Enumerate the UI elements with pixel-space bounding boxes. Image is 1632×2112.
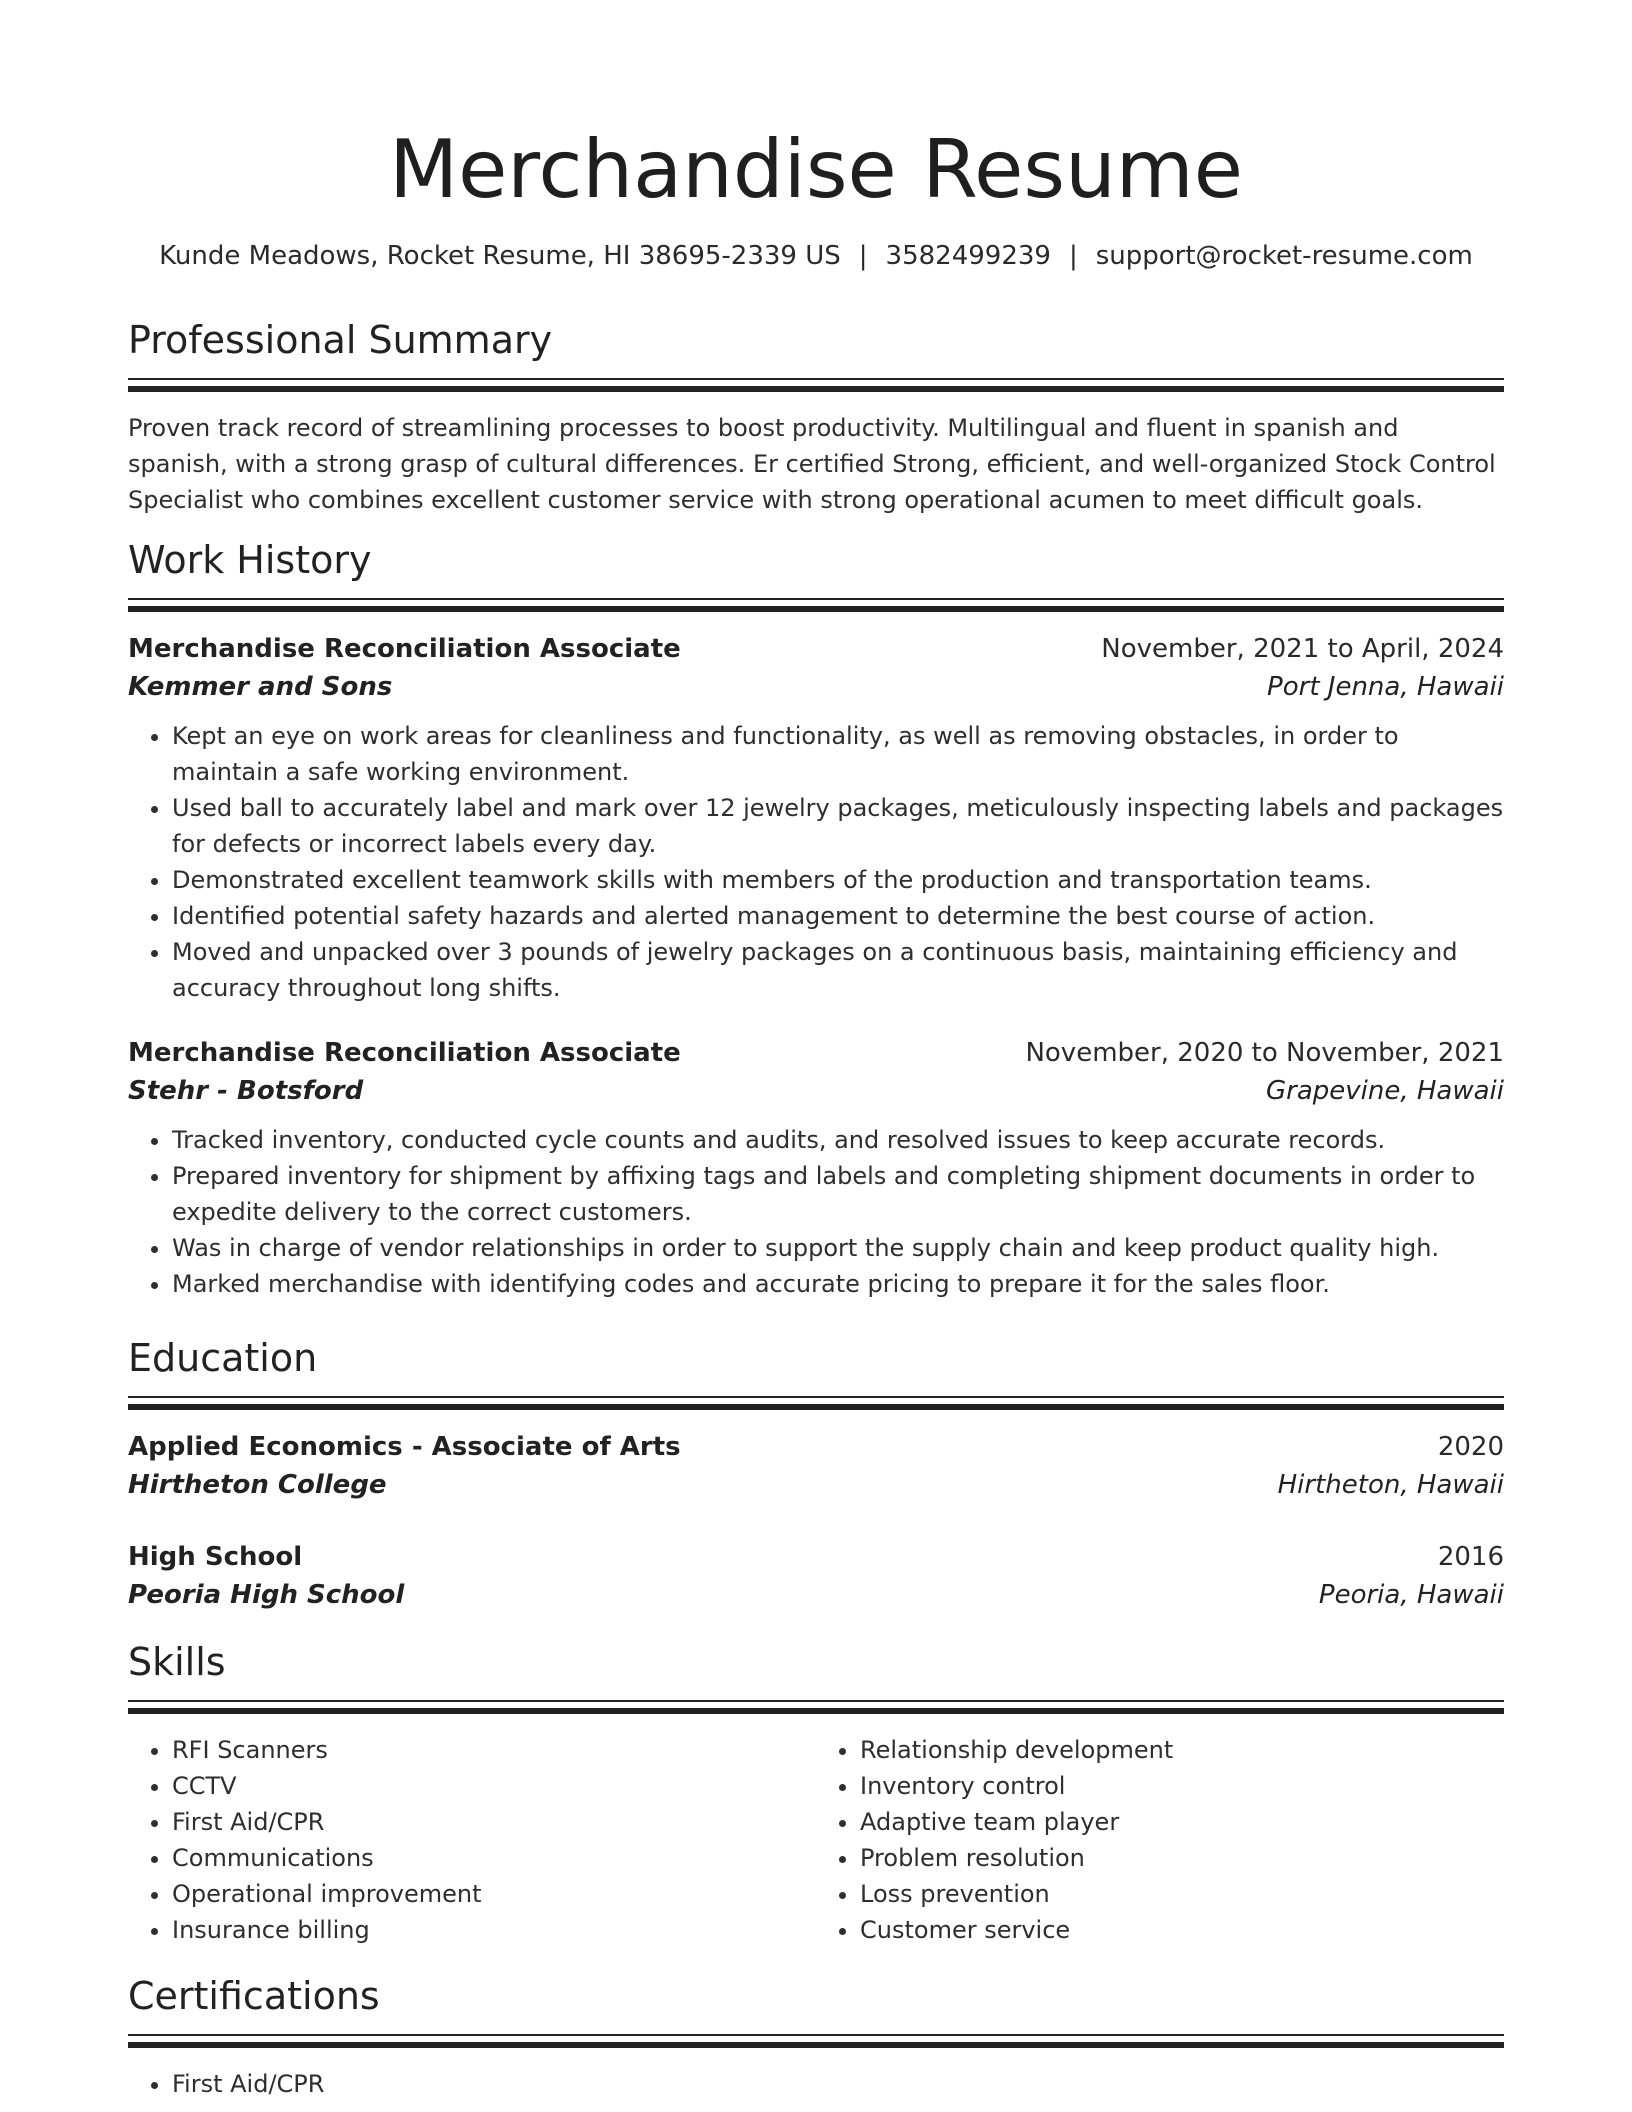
contact-address: Kunde Meadows, Rocket Resume, HI 38695-2339 US	[159, 241, 841, 271]
contact-separator: |	[1068, 241, 1078, 271]
section-title: Certifications	[128, 1974, 380, 2018]
certifications-list	[128, 2066, 1504, 2102]
job-bullets	[128, 718, 1504, 1006]
list-item: • Loss prevention	[860, 1876, 1504, 1912]
education-location: Hirtheton, Hawaii	[1277, 1470, 1504, 1500]
list-item: • Insurance billing	[172, 1912, 816, 1948]
list-item: • Used ball to accurately label and mark over 12 jewelry packages, meticulously inspecting labels and packages for defects or incorrect labels every day.	[172, 790, 1504, 862]
section-divider	[128, 378, 1504, 392]
job-title: Merchandise Reconciliation Associate	[128, 1038, 681, 1068]
list-item: • Prepared inventory for shipment by affixing tags and labels and completing shipment documents in order to expedite delivery to the correct customers.	[172, 1158, 1504, 1230]
list-item: • Kept an eye on work areas for cleanliness and functionality, as well as removing obstacles, in order to maintain a safe working environment.	[172, 718, 1504, 790]
contact-separator: |	[858, 241, 868, 271]
list-item: • Communications	[172, 1840, 816, 1876]
certifications-section	[128, 1970, 1504, 2102]
list-item: • Adaptive team player	[860, 1804, 1504, 1840]
list-item: • Demonstrated excellent teamwork skills with members of the production and transportation teams.	[172, 862, 1504, 898]
list-item: • Identified potential safety hazards and alerted management to determine the best course of action.	[172, 898, 1504, 934]
summary-section	[128, 314, 1504, 518]
education-school: Hirtheton College	[128, 1470, 387, 1500]
education-location: Peoria, Hawaii	[1318, 1580, 1504, 1610]
section-title: Education	[128, 1336, 318, 1380]
skills-grid	[128, 1732, 1504, 1948]
skills-column-left	[128, 1732, 816, 1948]
contact-phone: 3582499239	[885, 241, 1051, 271]
section-divider	[128, 2034, 1504, 2048]
section-divider	[128, 598, 1504, 612]
education-degree: High School	[128, 1542, 303, 1572]
section-divider	[128, 1396, 1504, 1410]
job-company: Kemmer and Sons	[128, 672, 393, 702]
list-item: • Inventory control	[860, 1768, 1504, 1804]
list-item: • First Aid/CPR	[172, 2066, 1504, 2102]
education-school: Peoria High School	[128, 1580, 405, 1610]
list-item: • Operational improvement	[172, 1876, 816, 1912]
contact-email: support@rocket-resume.com	[1095, 241, 1473, 271]
contact-line	[0, 238, 1632, 274]
job-dates: November, 2021 to April, 2024	[1101, 634, 1504, 664]
job-title: Merchandise Reconciliation Associate	[128, 634, 681, 664]
education-entry	[128, 1538, 1504, 1614]
job-bullets	[128, 1122, 1504, 1302]
work-history-section	[128, 534, 1504, 1302]
section-title: Professional Summary	[128, 318, 553, 362]
list-item: • CCTV	[172, 1768, 816, 1804]
resume-title: Merchandise Resume	[389, 123, 1243, 216]
section-title: Skills	[128, 1640, 226, 1684]
education-degree: Applied Economics - Associate of Arts	[128, 1432, 681, 1462]
list-item: • Tracked inventory, conducted cycle counts and audits, and resolved issues to keep accurate records.	[172, 1122, 1504, 1158]
skills-column-right	[816, 1732, 1504, 1948]
list-item: • Was in charge of vendor relationships in order to support the supply chain and keep product quality high.	[172, 1230, 1504, 1266]
job-company: Stehr - Botsford	[128, 1076, 364, 1106]
job-dates: November, 2020 to November, 2021	[1025, 1038, 1504, 1068]
job-location: Port Jenna, Hawaii	[1267, 672, 1504, 702]
list-item: • Marked merchandise with identifying codes and accurate pricing to prepare it for the sales floor.	[172, 1266, 1504, 1302]
section-divider	[128, 1700, 1504, 1714]
education-entry	[128, 1428, 1504, 1504]
education-year: 2020	[1437, 1432, 1504, 1462]
summary-text: Proven track record of streamlining processes to boost productivity. Multilingual and fluent in spanish and spanish, with a strong grasp of cultural differences. Er certified Strong, efficient, and well-organized Stock Control Specialist who combines excellent customer service with strong operational acumen to meet difficult goals.	[128, 414, 1496, 514]
education-year: 2016	[1437, 1542, 1504, 1572]
list-item: • Relationship development	[860, 1732, 1504, 1768]
list-item: • RFI Scanners	[172, 1732, 816, 1768]
job-location: Grapevine, Hawaii	[1265, 1076, 1504, 1106]
list-item: • First Aid/CPR	[172, 1804, 816, 1840]
list-item: • Moved and unpacked over 3 pounds of jewelry packages on a continuous basis, maintaining efficiency and accuracy throughout long shifts.	[172, 934, 1504, 1006]
list-item: • Problem resolution	[860, 1840, 1504, 1876]
skills-section	[128, 1636, 1504, 1948]
list-item: • Customer service	[860, 1912, 1504, 1948]
job-entry	[128, 630, 1504, 1006]
job-entry	[128, 1034, 1504, 1302]
section-title: Work History	[128, 538, 372, 582]
education-section	[128, 1332, 1504, 1614]
